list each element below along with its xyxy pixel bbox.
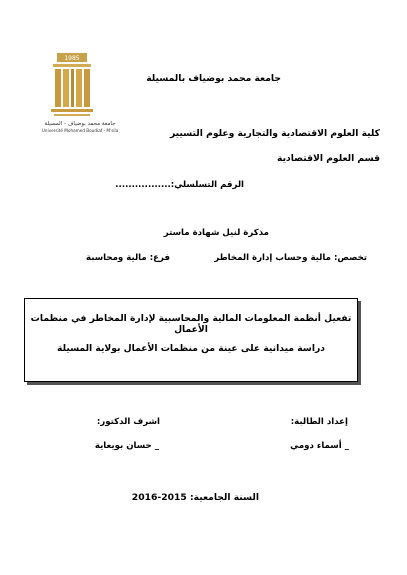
thesis-title: تفعيل أنظمة المعلومات المالية والمحاسبية لإدارة المخاطر في منظمات الأعمال — [30, 313, 352, 335]
specialization: تخصص: مالية وحساب إدارة المخاطر — [214, 253, 367, 263]
supervisor-name: _ حسان بويعاية — [94, 441, 159, 451]
academic-year: السنة الجامعية: 2015-2016 — [131, 492, 259, 503]
department-name: قسم العلوم الاقتصادية — [277, 153, 380, 164]
university-name: جامعة محمد بوضياف بالمسيلة — [146, 73, 281, 84]
serial-number: الرقم التسلسلي:................. — [115, 180, 244, 190]
logo-year: 1985 — [64, 55, 80, 62]
thesis-subtitle: دراسة ميدانية على عينة من منظمات الأعمال بولاية المسيلة — [57, 343, 325, 354]
branch: فرع: مالية ومحاسبة — [85, 253, 170, 263]
degree-text: مذكرة لنيل شهادة ماستر — [163, 228, 269, 238]
logo-name-french: Université Mohamed Boudiaf - M'sila — [41, 128, 119, 133]
faculty-name: كلية العلوم الاقتصادية والتجارية وعلوم التسيير — [169, 128, 380, 139]
student-label: إعداد الطالبة: — [290, 417, 348, 427]
student-name: _ أسماء دومي — [290, 441, 349, 451]
thesis-title-box — [24, 298, 358, 382]
logo-name-arabic: جامعة محمد بوضياف - المسيلة — [44, 121, 116, 127]
supervisor-label: اشرف الدكتور: — [96, 417, 160, 427]
